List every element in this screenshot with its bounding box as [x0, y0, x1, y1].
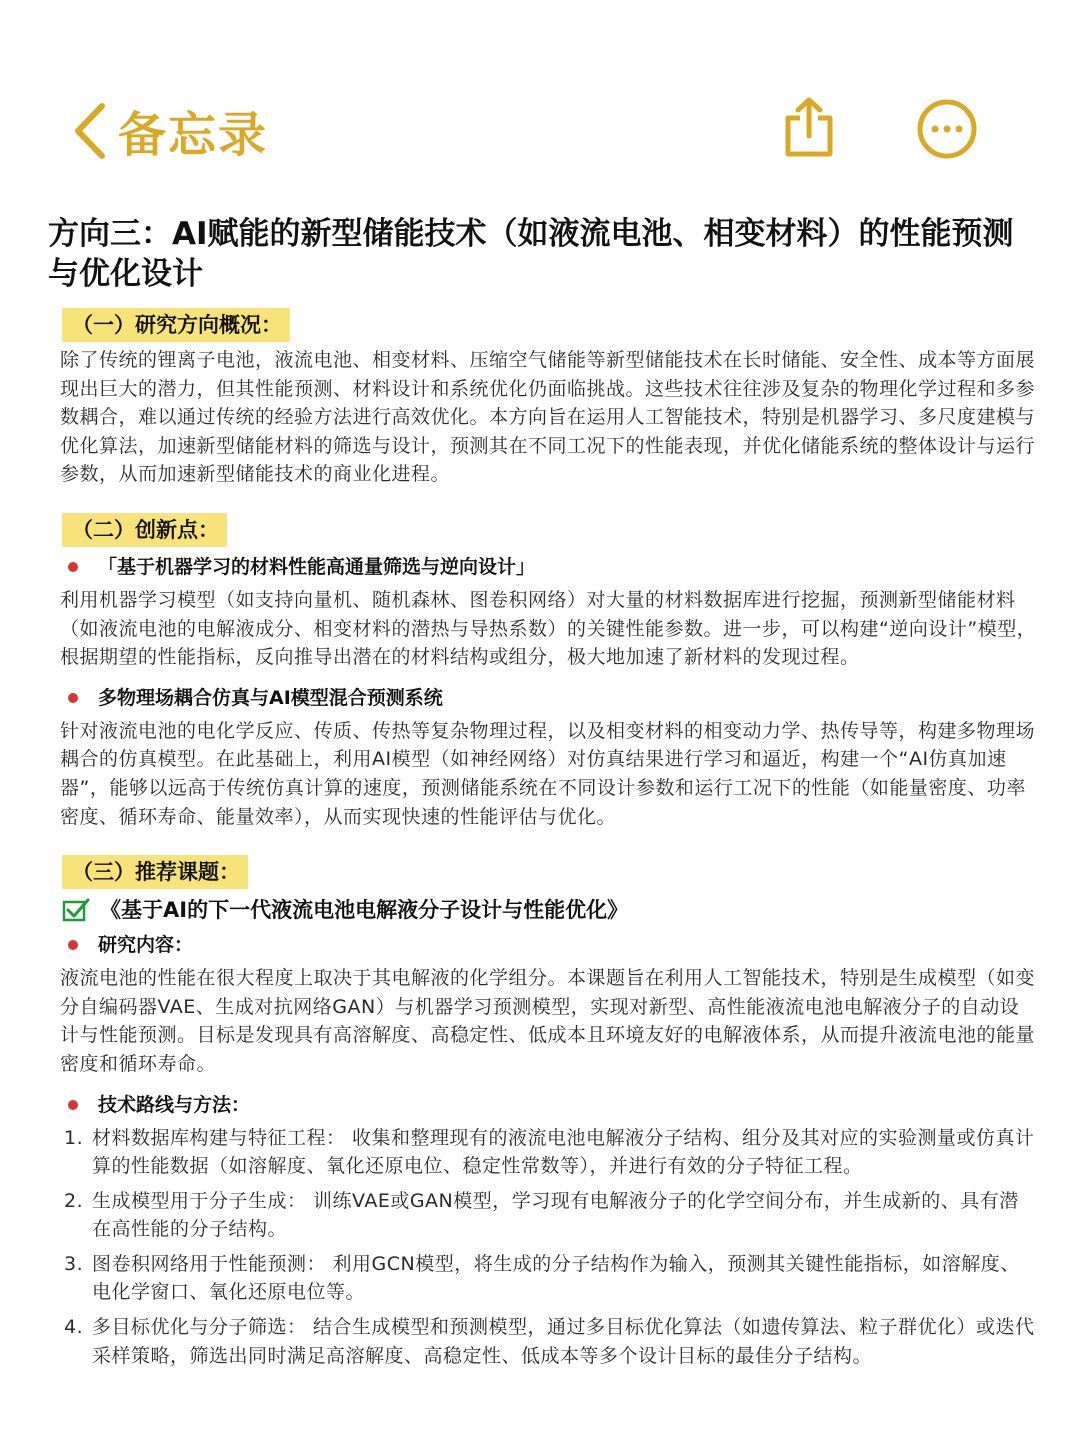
page-title: 方向三：AI赋能的新型储能技术（如液流电池、相变材料）的性能预测与优化设计: [48, 216, 1014, 292]
bullet-dot-icon: [68, 693, 78, 703]
list-item: [68, 551, 1038, 583]
bullet-dot-icon: [68, 1100, 78, 1110]
section2-heading: （二）创新点：: [62, 513, 227, 547]
more-icon: [916, 98, 978, 160]
list-item: [68, 1089, 1038, 1121]
point-body: 利用机器学习模型（如支持向量机、随机森林、图卷积网络）对大量的材料数据库进行挖掘，预测新型储能材料（如液流电池的电解液成分、相变材料的潜热与导热系数）的关键性能参数。进一步，可以构建“逆向设计”模型，根据期望的性能指标，反向推导出潜在的材料结构或组分，极大地加速了新材料的发现过程。: [60, 588, 1037, 669]
section1-body: 除了传统的锂离子电池，液流电池、相变材料、压缩空气储能等新型储能技术在长时储能、安全性、成本等方面展现出巨大的潜力，但其性能预测、材料设计和系统优化仍面临挑战。这些技术往往涉及复杂的物理化学过程和多参数耦合，难以通过传统的经验方法进行高效优化。本方向旨在运用人工智能技术，特别是机器学习、多尺度建模与优化算法，加速新型储能材料的筛选与设计，预测其在不同工况下的性能表现，并优化储能系统的整体设计与运行参数，从而加速新型储能技术的商业化进程。: [60, 349, 1036, 486]
step-text: 生成模型用于分子生成： 训练VAE或GAN模型，学习现有电解液分子的化学空间分布，并生成新的、具有潜在高性能的分子结构。: [92, 1189, 1019, 1241]
topic-text: 《基于AI的下一代液流电池电解液分子设计与性能优化》: [100, 898, 629, 923]
list-item: [60, 1124, 1038, 1181]
point-body: 针对液流电池的电化学反应、传质、传热等复杂物理过程，以及相变材料的相变动力学、热传导等，构建多物理场耦合的仿真模型。在此基础上，利用AI模型（如神经网络）对仿真结果进行学习和逼近，构建一个“AI仿真加速器”，能够以远高于传统仿真计算的速度，预测储能系统在不同设计参数和运行工况下的性能（如能量密度、功率密度、循环寿命、能量效率），从而实现快速的性能评估与优化。: [60, 719, 1036, 828]
step-number: 4.: [64, 1316, 84, 1339]
step-text: 图卷积网络用于性能预测： 利用GCN模型，将生成的分子结构作为输入，预测其关键性能指标，如溶解度、电化学窗口、氧化还原电位等。: [92, 1252, 1020, 1304]
section1-heading: （一）研究方向概况：: [62, 308, 290, 342]
point-title: 多物理场耦合仿真与AI模型混合预测系统: [98, 686, 443, 709]
point-title: 「基于机器学习的材料性能高通量筛选与逆向设计」: [98, 555, 536, 578]
content-label: 研究内容：: [98, 934, 194, 957]
list-item: [68, 682, 1038, 714]
step-text: 多目标优化与分子筛选： 结合生成模型和预测模型，通过多目标优化算法（如遗传算法、粒子群优化）或迭代采样策略，筛选出同时满足高溶解度、高稳定性、低成本等多个设计目标的最佳分子结构。: [92, 1316, 1035, 1367]
section-heading: [62, 855, 1038, 889]
note-content: [48, 214, 1038, 1376]
more-button[interactable]: [916, 98, 978, 164]
list-item: [60, 1187, 1038, 1244]
bullet-dot-icon: [68, 562, 78, 572]
share-icon: [784, 96, 834, 158]
step-text: 材料数据库构建与特征工程： 收集和整理现有的液流电池电解液分子结构、组分及其对应的实验测量或仿真计算的性能数据（如溶解度、氧化还原电位、稳定性常数等），并进行有效的分子特征工程。: [92, 1126, 1035, 1178]
back-button[interactable]: [72, 96, 268, 165]
content-body: 液流电池的性能在很大程度上取决于其电解液的化学组分。本课题旨在利用人工智能技术，特别是生成模型（如变分自编码器VAE、生成对抗网络GAN）与机器学习预测模型，实现对新型、高性能液流电池电解液分子的自动设计与性能预测。目标是发现具有高溶解度、高稳定性、低成本且环境友好的电解液体系，从而提升液流电池的能量密度和循环寿命。: [60, 967, 1036, 1075]
topic-title: [62, 893, 1038, 927]
list-item: [60, 1313, 1038, 1370]
back-label: 备忘录: [118, 107, 269, 163]
list-item: [68, 929, 1038, 961]
steps-list: [60, 1124, 1038, 1371]
section-heading: [62, 308, 1038, 342]
method-label: 技术路线与方法：: [98, 1093, 251, 1116]
checkbox-checked-icon: [62, 898, 90, 922]
section3-heading: （三）推荐课题：: [62, 855, 248, 889]
share-button[interactable]: [784, 96, 834, 162]
step-number: 3.: [64, 1252, 84, 1275]
step-number: 2.: [64, 1189, 84, 1212]
step-number: 1.: [64, 1126, 84, 1149]
chevron-left-icon: [72, 102, 106, 160]
bullet-dot-icon: [68, 940, 78, 950]
nav-bar: [0, 0, 1080, 200]
section-heading: [62, 513, 1038, 547]
list-item: [60, 1250, 1038, 1307]
